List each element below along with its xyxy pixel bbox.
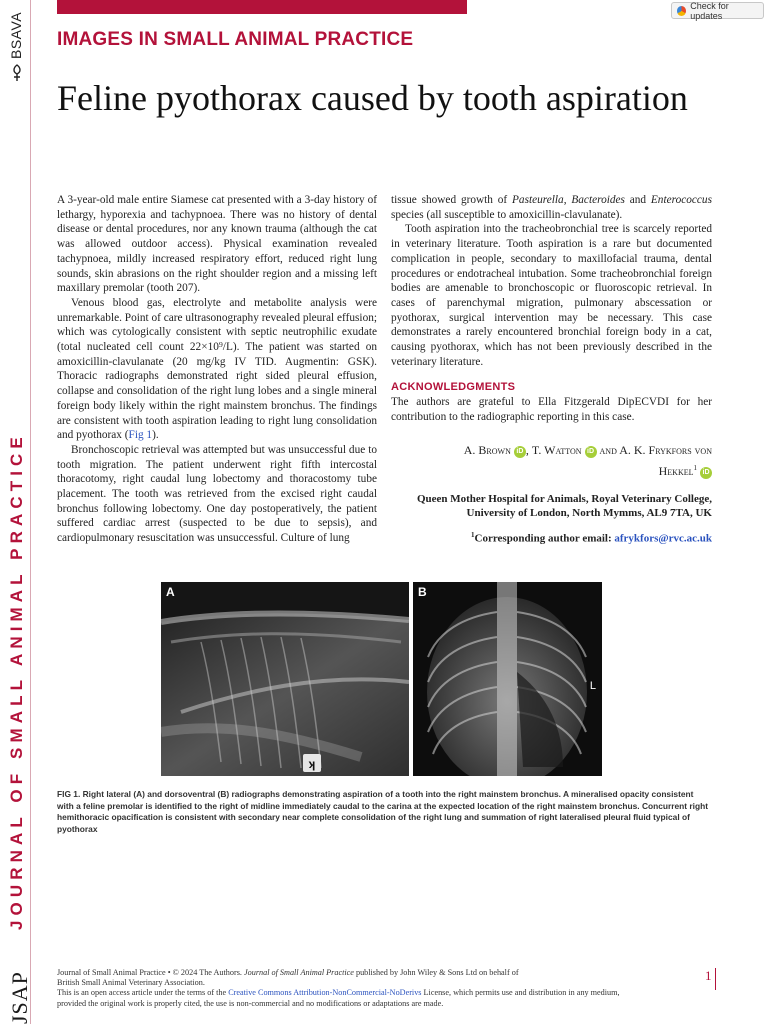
paragraph-treatment-end: (all xyxy=(426,208,445,221)
page-footer xyxy=(57,968,667,1009)
acknowledgments-heading: ACKNOWLEDGMENTS xyxy=(391,381,516,394)
bsava-logo xyxy=(6,4,28,84)
corr-label: Corresponding author email: xyxy=(474,532,615,545)
organism-pasteurella: Pasteurella xyxy=(512,194,564,206)
footer-line-3 xyxy=(57,988,667,998)
figure-caption xyxy=(57,789,712,835)
section-label: IMAGES IN SMALL ANIMAL PRACTICE xyxy=(57,29,414,50)
body-column-right xyxy=(391,193,712,546)
paragraph-treatment-text: growth xyxy=(460,194,498,206)
footer-line-2: British Small Animal Veterinary Association. xyxy=(57,978,205,988)
affiliation-line-1: Queen Mother Hospital for Animals, Royal Veterinary College, xyxy=(416,492,712,505)
radiograph-lateral xyxy=(161,582,409,776)
bsava-crest-icon xyxy=(10,64,24,82)
radiograph-lateral-image xyxy=(161,582,409,776)
journal-name-text: JOURNAL OF SMALL ANIMAL PRACTICE xyxy=(7,432,26,930)
corr-footnote-marker: 1 xyxy=(471,530,475,539)
corresponding-email-link[interactable]: afrykfors@rvc.ac.uk xyxy=(614,532,712,545)
radiograph-dorsoventral-image xyxy=(413,582,602,776)
bsava-logo-text: BSAVA xyxy=(8,11,24,59)
footer-license-terms: License, which permits use and distribution in any medium, xyxy=(421,988,620,998)
paragraph-treatment-text: showed xyxy=(421,194,461,206)
journal-name-rail xyxy=(4,430,28,930)
organism-separator: , xyxy=(563,194,572,206)
footer-publisher: published by John Wiley & Sons Ltd on behalf of xyxy=(353,968,519,977)
orcid-icon[interactable]: iD xyxy=(700,467,712,479)
footer-journal-title: Journal of Small Animal Practice xyxy=(244,968,354,977)
paragraph-treatment-end: to xyxy=(497,208,509,221)
author-separator: , xyxy=(525,442,532,457)
check-for-updates-label: Check for updates xyxy=(690,0,729,21)
orcid-icon[interactable]: iD xyxy=(514,446,526,458)
footer-license-intro: This is an open access article under the terms of the xyxy=(57,988,229,998)
paragraph-discussion: Tooth aspiration into the tracheobronchial tree is scarcely reported in veterinary literature. Tooth aspiration is a rare but documented complication in people, secondary to maxillofacial trauma, dental procedures or endotracheal intubation. Some tracheobronchial foreign bodies are amenable to bronchoscopic or fluoroscopic retrieval. In cases of parenchymal migration, pulmonary abscessation or pyothorax, surgical intervention may be necessary. This case demonstrates a rarely encountered bronchial foreign body in a cat, causing pyothorax, which has not been previously described in the veterinary literature. xyxy=(391,223,712,368)
author-frykfors-line2: Hekkel xyxy=(658,463,694,478)
panel-label-a: A xyxy=(166,585,175,599)
paragraph-treatment-continued xyxy=(391,193,712,222)
author-watton: T. Watton xyxy=(531,442,582,457)
footer-line-4: provided the original work is properly cited, the use is non-commercial and no modifications or adaptations are made. xyxy=(57,998,444,1008)
orcid-icon[interactable]: iD xyxy=(585,446,597,458)
figure-reference-link[interactable]: Fig 1 xyxy=(128,429,153,442)
footer-line-1 xyxy=(57,968,667,978)
paragraph-diagnostics-end: ). xyxy=(152,429,159,442)
author-frykfors-line1: A. K. Frykfors von xyxy=(619,442,712,457)
paragraph-diagnostics-text: Venous blood gas, electrolyte and metabolite analysis were unremarkable. Point of care ultrasonography revealed pleural effusion; which was cytologically consistent with septic neutrophilic exudate (total nucleated cell count 22×10⁹/L). The patient was started on amoxicillin-clavulanate (20 mg/kg IV TID. Augmentin: GSK). Thoracic radiographs demonstrated right sided pleural effusion, collapse and consolidation of the right lung lobes and a single mineral foreign body likely within the right mainstem bronchus. The findings are consistent with tooth aspiration leading to right lung consolidation and pyothorax ( xyxy=(57,296,377,442)
body-column-left xyxy=(57,193,377,546)
author-list xyxy=(391,441,712,480)
radiograph-dorsoventral xyxy=(413,582,602,776)
organism-enterococcus: Enterococcus xyxy=(650,194,712,206)
crossmark-icon xyxy=(677,6,686,16)
paragraph-treatment-end: species xyxy=(391,208,427,221)
page-number: 1 xyxy=(705,968,716,990)
acknowledgments-text: The authors are grateful to Ella Fitzgerald DipECVDI for her contribution to the radiographic reporting in this case. xyxy=(391,396,712,423)
side-marker-l: L xyxy=(589,680,596,692)
side-divider xyxy=(30,0,31,1024)
author-footnote-marker: 1 xyxy=(693,463,697,472)
panel-label-b: B xyxy=(418,585,427,599)
license-link[interactable]: Creative Commons Attribution-NonCommercial-NoDerivs xyxy=(228,988,422,998)
paragraph-diagnostics xyxy=(57,296,377,443)
paragraph-treatment-text: tissue xyxy=(391,194,422,206)
paragraph-treatment-text: of xyxy=(497,194,513,206)
footer-copyright: Journal of Small Animal Practice • © 2024 The Authors. xyxy=(57,968,244,977)
check-for-updates-button[interactable] xyxy=(671,2,764,19)
organism-bacteroides: Bacteroides xyxy=(571,194,625,206)
paragraph-treatment-text: Bronchoscopic retrieval was attempted but was unsuccessful due to tooth migration. The patient underwent right fifth intercostal thoracotomy, right caudal lung lobectomy and thoracostomy tube placement. The tooth was retrieved from the excised right caudal bronchus following lobectomy. One day postoperatively, the patient suffered cardiac arrest (suspected to be due to sepsis), and cardiopulmonary resuscitation was unsuccessful. Culture of lung xyxy=(57,443,377,545)
jsap-abbrev-text: JSAP xyxy=(7,971,32,1024)
corresponding-author xyxy=(391,528,712,546)
paragraph-treatment-end: susceptible xyxy=(444,208,498,221)
top-brand-bar xyxy=(57,0,467,14)
article-title: Feline pyothorax caused by tooth aspiration xyxy=(57,78,688,118)
paragraph-treatment-end: amoxicillin-clavulanate). xyxy=(509,208,623,221)
svg-text:ʞ: ʞ xyxy=(308,757,316,771)
figure-caption-label: FIG 1. xyxy=(57,789,81,799)
author-brown: A. Brown xyxy=(463,442,511,457)
jsap-abbrev-rail xyxy=(2,944,30,1024)
affiliation-line-2: University of London, North Mymms, AL9 7TA, UK xyxy=(466,506,712,519)
affiliation xyxy=(391,492,712,520)
paragraph-treatment xyxy=(57,443,377,546)
author-separator: and xyxy=(596,442,620,457)
paragraph-history: A 3-year-old male entire Siamese cat presented with a 3-day history of lethargy, hyporexia and tachypnoea. There was no history of dental disease or dental procedures, nor any known trauma (although the cat was allowed outdoor access). Physical examination revealed tachypnoea, mildly increased respiratory effort, reduced right lung sounds, skin abrasions on the right shoulder region and a missing left maxillary premolar (tooth 207). xyxy=(57,194,377,295)
organism-separator: and xyxy=(624,194,651,206)
figure-caption-text: Right lateral (A) and dorsoventral (B) radiographs demonstrating aspiration of a tooth into the right mainstem bronchus. A mineralised opacity consistent with a feline premolar is identified to the right of midline immediately caudal to the carina at the expected location of the right mainstem bronchus. Concurrent right hemithoracic opacification is consistent with secondary near complete consolidation of the right lung and summation of right lateralised pleural fluid typical of pyothorax xyxy=(57,789,709,834)
